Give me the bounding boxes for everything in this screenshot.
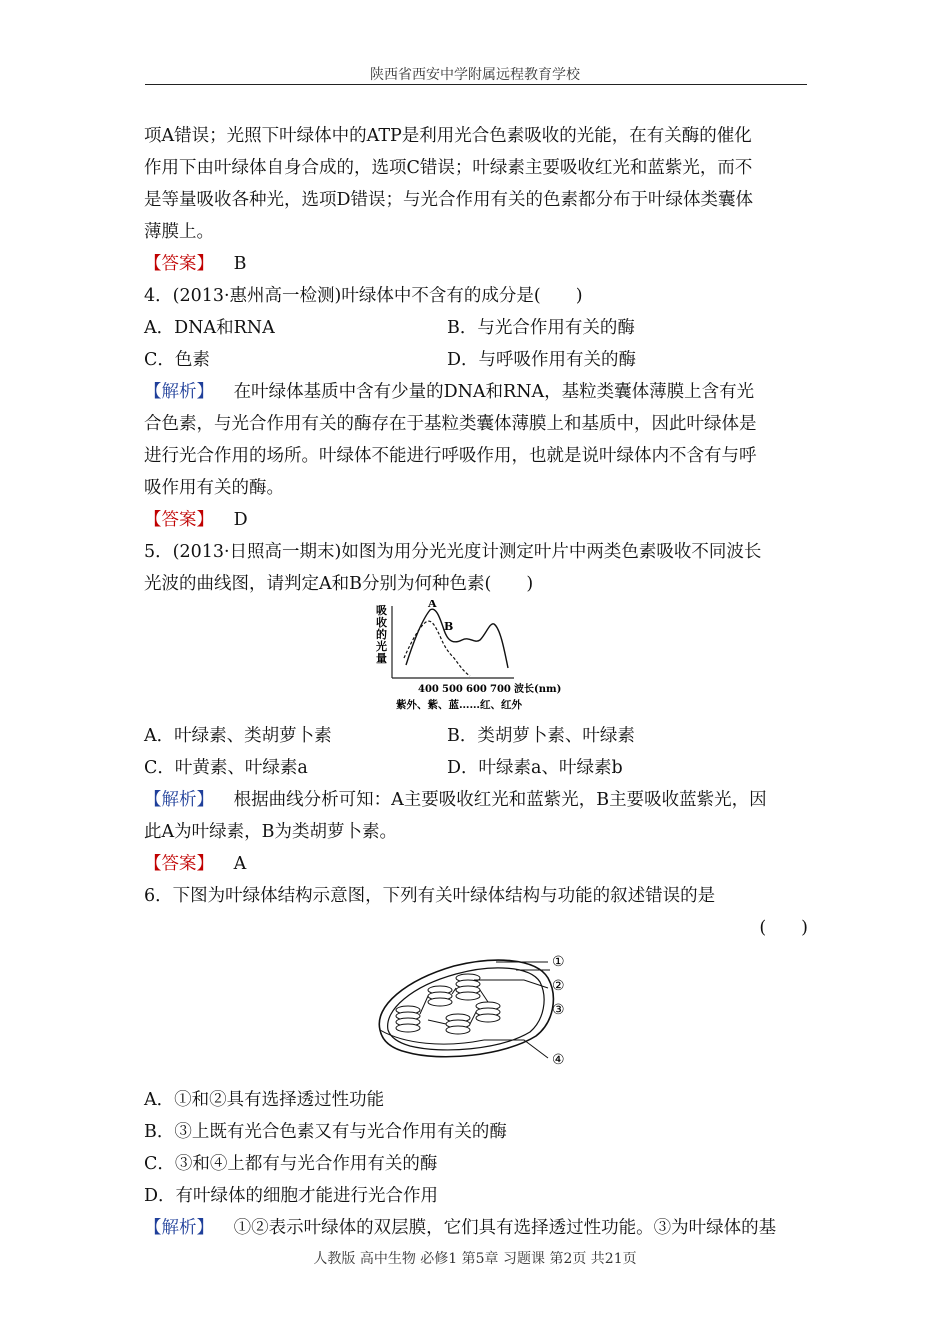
- intro-line: 是等量吸收各种光，选项D错误；与光合作用有关的色素都分布于叶绿体类囊体: [144, 190, 754, 210]
- q5-analysis-line: 此A为叶绿素，B为类胡萝卜素。: [144, 822, 397, 842]
- xtick-label: 500: [442, 684, 463, 695]
- q5-stem: 光波的曲线图，请判定A和B分别为何种色素( ): [144, 574, 534, 594]
- q4-analysis-text: 在叶绿体基质中含有少量的DNA和RNA，基粒类囊体薄膜上含有光: [233, 382, 755, 402]
- ylabel-char: 的: [376, 628, 387, 641]
- absorption-spectrum-graph: [144, 600, 808, 720]
- q6-analysis-text: ①②表示叶绿体的双层膜，它们具有选择透过性功能。③为叶绿体的基: [233, 1218, 777, 1238]
- label-1: ①: [552, 954, 565, 970]
- intro-line: 项A错误；光照下叶绿体中的ATP是利用光合色素吸收的光能，在有关酶的催化: [144, 126, 752, 146]
- q5-option-d: D．叶绿素a、叶绿素b: [447, 758, 623, 778]
- page-footer: 人教版 高中生物 必修1 第5章 习题课 第2页 共21页: [313, 1251, 637, 1267]
- analysis-tag: 【解析】: [144, 1218, 214, 1238]
- answer-value: A: [233, 854, 247, 874]
- page-header: 陕西省西安中学附属远程教育学校: [370, 67, 580, 83]
- q4-option-a: A．DNA和RNA: [144, 318, 275, 338]
- intro-answer: [144, 248, 808, 280]
- q4-analysis-line: 进行光合作用的场所。叶绿体不能进行呼吸作用，也就是说叶绿体内不含有与呼: [144, 446, 757, 466]
- q4-answer: [144, 504, 808, 536]
- answer-value: D: [233, 510, 248, 530]
- q6-option-a: A．①和②具有选择透过性功能: [144, 1090, 385, 1110]
- answer-tag: 【答案】: [144, 254, 214, 274]
- q5-answer: [144, 848, 808, 880]
- spectrum-caption: 紫外、紫、蓝……红、红外: [396, 699, 522, 711]
- q4-options-row: [144, 312, 808, 344]
- chloroplast-diagram: [144, 944, 808, 1084]
- page-content: [144, 120, 808, 1244]
- ylabel-char: 光: [376, 640, 387, 653]
- q6-answer-paren: ( ): [759, 918, 808, 938]
- answer-tag: 【答案】: [144, 510, 214, 530]
- q5-option-b: B．类胡萝卜素、叶绿素: [447, 726, 635, 746]
- xtick-label: 400: [418, 684, 439, 695]
- q4-option-b: B．与光合作用有关的酶: [447, 318, 635, 338]
- q5-options-row: [144, 720, 808, 752]
- q6-analysis-line: [144, 1212, 808, 1244]
- curve-b-label: B: [444, 620, 454, 633]
- q4-stem: 4．(2013·惠州高一检测)叶绿体中不含有的成分是( ): [144, 286, 583, 306]
- q4-options-row: [144, 344, 808, 376]
- answer-tag: 【答案】: [144, 854, 214, 874]
- intro-line: 作用下由叶绿体自身合成的，选项C错误；叶绿素主要吸收红光和蓝紫光，而不: [144, 158, 753, 178]
- ylabel-char: 收: [376, 616, 387, 629]
- q5-stem: 5．(2013·日照高一期末)如图为用分光光度计测定叶片中两类色素吸收不同波长: [144, 542, 762, 562]
- ylabel-char: 量: [376, 652, 387, 665]
- q5-option-a: A．叶绿素、类胡萝卜素: [144, 726, 332, 746]
- curve-b: [404, 621, 470, 676]
- q6-stem: 6．下图为叶绿体结构示意图，下列有关叶绿体结构与功能的叙述错误的是: [144, 886, 716, 906]
- q5-analysis-text: 根据曲线分析可知：A主要吸收红光和蓝紫光，B主要吸收蓝紫光，因: [233, 790, 767, 810]
- absorption-spectrum-figure: [144, 600, 808, 720]
- header-rule: [145, 84, 807, 85]
- answer-value: B: [233, 254, 247, 274]
- xtick-label: 600: [466, 684, 487, 695]
- q6-option-d: D．有叶绿体的细胞才能进行光合作用: [144, 1186, 439, 1206]
- curve-a: [406, 609, 508, 668]
- chloroplast-figure: [144, 944, 808, 1084]
- label-4: ④: [552, 1052, 565, 1068]
- ylabel-char: 吸: [376, 604, 387, 617]
- intro-line: 薄膜上。: [144, 222, 214, 242]
- q6-option-b: B．③上既有光合色素又有与光合作用有关的酶: [144, 1122, 507, 1142]
- analysis-tag: 【解析】: [144, 382, 214, 402]
- q5-analysis-line: [144, 784, 808, 816]
- analysis-tag: 【解析】: [144, 790, 214, 810]
- q4-analysis-line: 合色素，与光合作用有关的酶存在于基粒类囊体薄膜上和基质中，因此叶绿体是: [144, 414, 757, 434]
- q5-options-row: [144, 752, 808, 784]
- q4-option-c: C．色素: [144, 350, 210, 370]
- xaxis-label: 波长(nm): [514, 684, 562, 695]
- curve-a-label: A: [428, 600, 437, 610]
- label-3: ③: [552, 1002, 565, 1018]
- q6-option-c: C．③和④上都有与光合作用有关的酶: [144, 1154, 438, 1174]
- q4-analysis-line: 吸作用有关的酶。: [144, 478, 284, 498]
- q5-option-c: C．叶黄素、叶绿素a: [144, 758, 308, 778]
- label-2: ②: [552, 978, 565, 994]
- q4-option-d: D．与呼吸作用有关的酶: [447, 350, 637, 370]
- xtick-label: 700: [490, 684, 511, 695]
- q4-analysis-line: [144, 376, 808, 408]
